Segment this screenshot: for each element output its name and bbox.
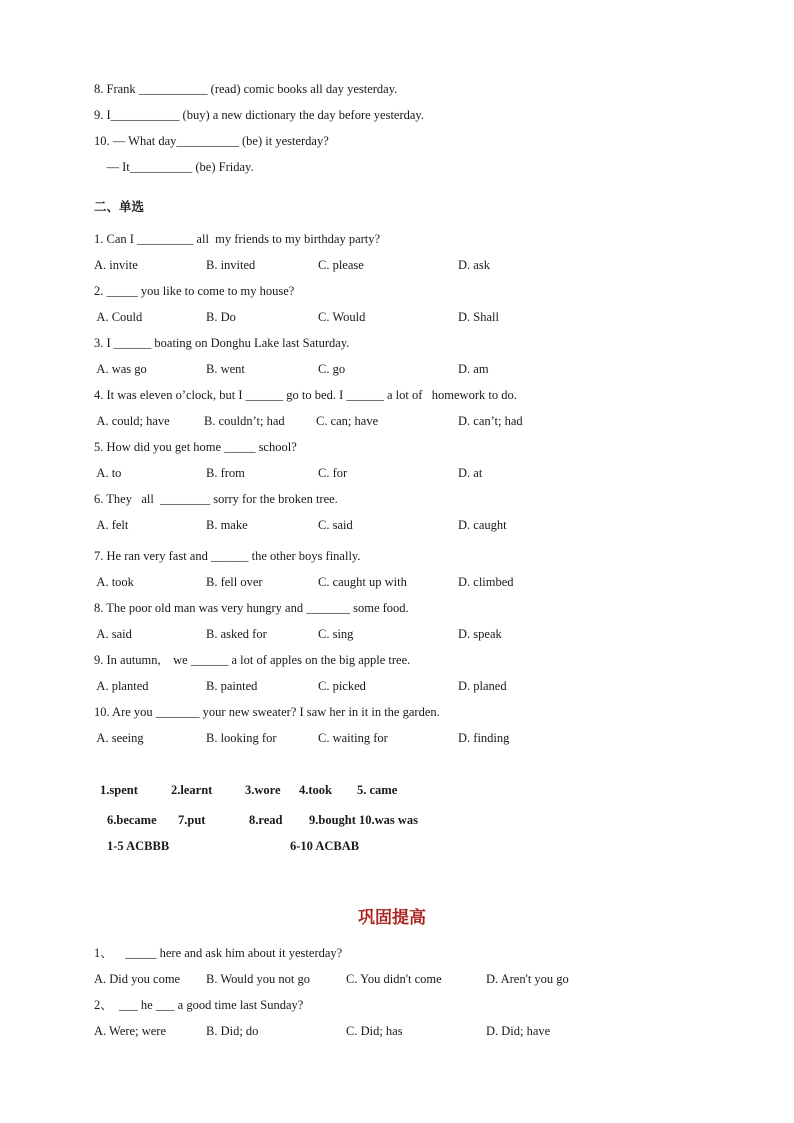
fill-item: 9. I___________ (buy) a new dictionary the day before yesterday. (94, 108, 424, 122)
question-text: 1、 _____ here and ask him about it yesterday? (94, 946, 343, 960)
answer-item: 6.became (107, 813, 157, 827)
question-text: 1. Can I _________ all my friends to my birthday party? (94, 232, 381, 246)
question-text: 7. He ran very fast and ______ the other boys finally. (94, 549, 361, 563)
answer-item: 4.took (299, 783, 332, 797)
option-a: A. Could (94, 310, 143, 324)
option-b: B. asked for (206, 627, 267, 641)
option-d: D. am (458, 362, 489, 376)
answer-item: 7.put (178, 813, 206, 827)
option-b: B. Did; do (206, 1024, 259, 1038)
answer-item: 9.bought 10.was was (309, 813, 419, 827)
question-text: 10. Are you _______ your new sweater? I saw her in it in the garden. (94, 705, 440, 719)
option-d: D. ask (458, 258, 490, 272)
question-text: 2、 ___ he ___ a good time last Sunday? (94, 998, 304, 1012)
question-text: 8. The poor old man was very hungry and _______ some food. (94, 601, 409, 615)
option-d: D. climbed (458, 575, 514, 589)
question-text: 4. It was eleven o’clock, but I ______ go to bed. I ______ a lot of homework to do. (94, 388, 517, 402)
option-d: D. at (458, 466, 483, 480)
answer-item: 8.read (249, 813, 283, 827)
option-c: C. said (318, 518, 353, 532)
option-b: B. went (206, 362, 245, 376)
option-a: A. felt (94, 518, 129, 532)
option-c: C. go (318, 362, 346, 376)
question-text: 3. I ______ boating on Donghu Lake last Saturday. (94, 336, 350, 350)
option-c: C. please (318, 258, 364, 272)
option-b: B. make (206, 518, 248, 532)
question-text: 6. They all ________ sorry for the broken tree. (94, 492, 338, 506)
answer-item: 2.learnt (171, 783, 213, 797)
fill-item: 8. Frank ___________ (read) comic books all day yesterday. (94, 82, 398, 96)
question-text: 9. In autumn, we ______ a lot of apples on the big apple tree. (94, 653, 411, 667)
option-d: D. caught (458, 518, 507, 532)
option-d: D. planed (458, 679, 507, 693)
option-c: C. picked (318, 679, 366, 693)
answer-item: 6-10 ACBAB (290, 839, 360, 853)
option-b: B. looking for (206, 731, 277, 745)
question-text: 5. How did you get home _____ school? (94, 440, 297, 454)
option-b: B. Would you not go (206, 972, 310, 986)
option-d: D. finding (458, 731, 510, 745)
option-c: C. for (318, 466, 348, 480)
option-b: B. from (206, 466, 245, 480)
option-a: A. invite (94, 258, 138, 272)
option-d: D. Did; have (486, 1024, 551, 1038)
option-d: D. speak (458, 627, 502, 641)
option-c: C. caught up with (318, 575, 407, 589)
option-a: A. Were; were (94, 1024, 166, 1038)
option-c: C. Would (318, 310, 366, 324)
option-a: A. was go (94, 362, 147, 376)
option-c: C. sing (318, 627, 354, 641)
option-d: D. can’t; had (458, 414, 523, 428)
answer-item: 5. came (357, 783, 398, 797)
option-d: D. Shall (458, 310, 499, 324)
option-c: C. waiting for (318, 731, 388, 745)
option-b: B. couldn’t; had (204, 414, 285, 428)
fill-item: 10. — What day__________ (be) it yesterday? (94, 134, 329, 148)
answer-item: 1-5 ACBBB (107, 839, 170, 853)
option-b: B. invited (206, 258, 256, 272)
option-a: A. could; have (94, 414, 170, 428)
answer-item: 1.spent (100, 783, 138, 797)
question-text: 2. _____ you like to come to my house? (94, 284, 295, 298)
answer-item: 3.wore (245, 783, 281, 797)
option-b: B. Do (206, 310, 236, 324)
fill-item: — It__________ (be) Friday. (94, 160, 254, 174)
option-a: A. Did you come (94, 972, 181, 986)
option-a: A. seeing (94, 731, 144, 745)
option-a: A. said (94, 627, 132, 641)
option-c: C. can; have (316, 414, 379, 428)
option-d: D. Aren't you go (486, 972, 569, 986)
option-c: C. You didn't come (346, 972, 442, 986)
option-a: A. to (94, 466, 122, 480)
section-title: 二、单选 (94, 199, 145, 214)
option-a: A. planted (94, 679, 149, 693)
option-b: B. painted (206, 679, 258, 693)
option-a: A. took (94, 575, 134, 589)
option-b: B. fell over (206, 575, 263, 589)
section-heading: 巩固提高 (358, 908, 426, 928)
option-c: C. Did; has (346, 1024, 403, 1038)
